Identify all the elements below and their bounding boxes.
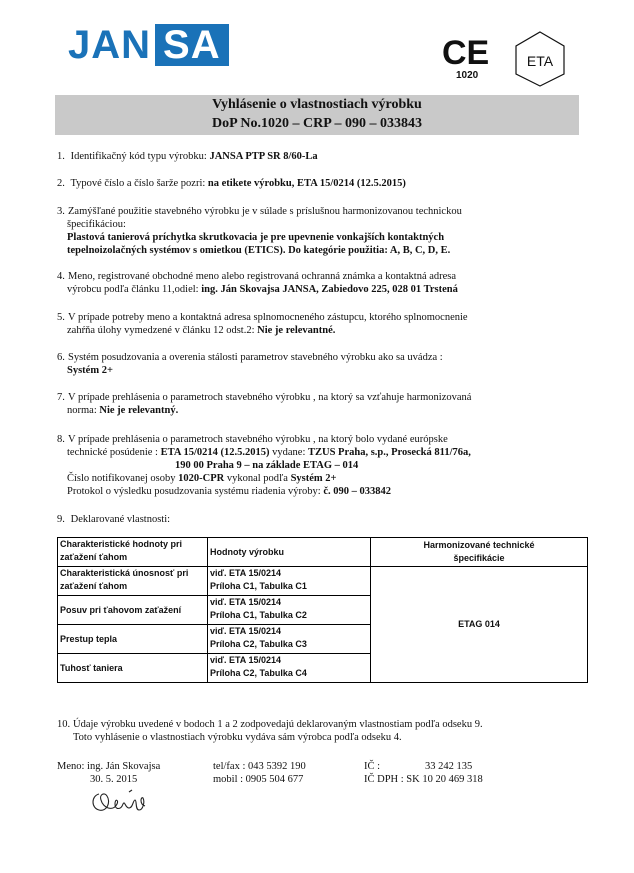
table-cell: Tuhosť taniera bbox=[58, 654, 208, 683]
table-cell bbox=[208, 625, 371, 654]
vat-id: IČ DPH : SK 10 20 469 318 bbox=[364, 774, 483, 785]
section-9 bbox=[57, 513, 597, 526]
section-line: Plastová tanierová príchytka skrutkovacia je pre upevnenie vonkajších kontaktných bbox=[67, 232, 445, 243]
section-line: Systém posudzovania a overenia stálosti parametrov stavebného výrobku ako sa uvádza : bbox=[68, 352, 443, 363]
batch-reference: na etikete výrobku, ETA 15/0214 (12.5.2015) bbox=[207, 178, 406, 189]
cell-line: viď. ETA 15/0214 bbox=[210, 568, 282, 578]
section-8 bbox=[57, 433, 597, 498]
section-number: 6. bbox=[57, 352, 65, 363]
cell-line: Príloha C2, Tabulka C4 bbox=[210, 668, 307, 678]
handwritten-signature bbox=[85, 782, 155, 822]
not-relevant-text: Nie je relevantný. bbox=[99, 405, 179, 416]
notified-body-id: 1020-CPR bbox=[178, 473, 225, 484]
table-cell bbox=[208, 567, 371, 596]
section-number: 10. bbox=[57, 719, 71, 730]
table-cell: Posuv pri ťahovom zaťažení bbox=[58, 596, 208, 625]
issuer-address: TZUS Praha, s.p., Prosecká 811/76a, bbox=[308, 447, 471, 458]
section-line: vykonal podľa bbox=[224, 473, 291, 484]
section-6 bbox=[57, 351, 597, 377]
title-box bbox=[55, 95, 579, 135]
declared-properties-table bbox=[57, 537, 588, 683]
section-3 bbox=[57, 205, 597, 257]
system-text: Systém 2+ bbox=[290, 473, 337, 484]
section-line: špecifikáciou: bbox=[67, 219, 126, 230]
section-line: výrobcu podľa článku 11,odiel: bbox=[67, 284, 202, 295]
cell-line: viď. ETA 15/0214 bbox=[210, 655, 282, 665]
section-text: Typové číslo a číslo šarže pozri: bbox=[70, 178, 208, 189]
sign-date: 30. 5. 2015 bbox=[90, 774, 138, 785]
section-4 bbox=[57, 270, 597, 296]
section-number: 7. bbox=[57, 392, 65, 403]
section-text: Deklarované vlastnosti: bbox=[70, 514, 171, 525]
section-number: 3. bbox=[57, 206, 65, 217]
table-cell: Prestup tepla bbox=[58, 625, 208, 654]
header-cell bbox=[371, 538, 588, 567]
cell-line: Príloha C1, Tabulka C1 bbox=[210, 581, 307, 591]
ico-value: 33 242 135 bbox=[425, 761, 473, 772]
mobile: mobil : 0905 504 677 bbox=[213, 774, 304, 785]
product-code: JANSA PTP SR 8/60-La bbox=[209, 151, 318, 162]
table-cell bbox=[208, 654, 371, 683]
title-line1: Vyhlásenie o vlastnostiach výrobku bbox=[212, 97, 422, 112]
cell-line: Príloha C1, Tabulka C2 bbox=[210, 610, 307, 620]
manufacturer-address: ing. Ján Skovajsa JANSA, Zabiedovo 225, 028 01 Trstená bbox=[201, 284, 458, 295]
section-1 bbox=[57, 150, 597, 163]
section-line: tepelnoizolačných systémov s omietkou (ETICS). Do kategórie použitia: A, B, C, D, E. bbox=[67, 245, 451, 256]
ico-label: IČ : bbox=[364, 761, 381, 772]
signatory-name: Meno: ing. Ján Skovajsa bbox=[57, 761, 161, 772]
section-line: Údaje výrobku uvedené v bodoch 1 a 2 zodpovedajú deklarovaným vlastnostiam podľa odseku 9. bbox=[73, 719, 483, 730]
header-cell: Hodnoty výrobku bbox=[208, 538, 371, 567]
header-cell-line: špecifikácie bbox=[453, 553, 505, 563]
ce-mark-text: CE bbox=[442, 34, 490, 72]
section-number: 5. bbox=[57, 312, 65, 323]
section-line: V prípade potreby meno a kontaktná adresa splnomocneného zástupcu, ktorého splnomocnenie bbox=[68, 312, 468, 323]
eta-mark-text: ETA bbox=[526, 53, 554, 69]
not-relevant-text: Nie je relevantné. bbox=[257, 325, 336, 336]
section-number: 9. bbox=[57, 514, 65, 525]
eta-reference: ETA 15/0214 (12.5.2015) bbox=[160, 447, 270, 458]
section-number: 2. bbox=[57, 178, 65, 189]
issuer-address-line2: 190 00 Praha 9 – na základe ETAG – 014 bbox=[175, 460, 359, 471]
section-number: 8. bbox=[57, 434, 65, 445]
table-cell: Charakteristická únosnosť pri zaťažení ťahom bbox=[58, 567, 208, 596]
section-10 bbox=[57, 718, 597, 744]
section-line: Číslo notifikovanej osoby bbox=[67, 473, 179, 484]
table-cell bbox=[208, 596, 371, 625]
header-cell-line: Harmonizované technické bbox=[423, 540, 535, 550]
jansa-logo bbox=[68, 24, 229, 66]
cell-line: viď. ETA 15/0214 bbox=[210, 597, 282, 607]
section-line: technické posúdenie : bbox=[67, 447, 161, 458]
section-line: V prípade prehlásenia o parametroch stavebného výrobku , na ktorý sa vzťahuje harmonizovaná bbox=[68, 392, 472, 403]
section-line: norma: bbox=[67, 405, 100, 416]
spec-cell: ETAG 014 bbox=[371, 567, 588, 683]
section-5 bbox=[57, 311, 597, 337]
table-row bbox=[58, 567, 588, 596]
section-line: Meno, registrované obchodné meno alebo registrovaná ochranná známka a kontaktná adresa bbox=[68, 271, 457, 282]
cell-line: viď. ETA 15/0214 bbox=[210, 626, 282, 636]
section-line: zahŕňa úlohy vymedzené v článku 12 odst.2: bbox=[67, 325, 258, 336]
section-line: Zamýšľané použitie stavebného výrobku je v súlade s príslušnou harmonizovanou technickou bbox=[68, 206, 462, 217]
header-cell: Charakteristické hodnoty pri zaťažení ťahom bbox=[58, 538, 208, 567]
system-text: Systém 2+ bbox=[67, 365, 113, 376]
title-line2: DoP No.1020 – CRP – 090 – 033843 bbox=[212, 116, 422, 131]
section-7 bbox=[57, 391, 597, 417]
section-2 bbox=[57, 177, 597, 190]
section-text: Identifikačný kód typu výrobku: bbox=[70, 151, 210, 162]
logo-left-text: JAN bbox=[68, 23, 152, 67]
cell-line: Príloha C2, Tabulka C3 bbox=[210, 639, 307, 649]
tel-fax: tel/fax : 043 5392 190 bbox=[213, 761, 306, 772]
logo-right-text: SA bbox=[155, 24, 229, 66]
section-number: 4. bbox=[57, 271, 65, 282]
notified-body-number: 1020 bbox=[456, 70, 479, 81]
section-line: vydane: bbox=[269, 447, 308, 458]
section-line: Toto vyhlásenie o vlastnostiach výrobku vydáva sám výrobca podľa odseku 4. bbox=[73, 732, 402, 743]
section-line: Protokol o výsledku posudzovania systému riadenia výroby: bbox=[67, 486, 324, 497]
section-number: 1. bbox=[57, 151, 65, 162]
protocol-number: č. 090 – 033842 bbox=[323, 486, 392, 497]
table-header-row bbox=[58, 538, 588, 567]
section-line: V prípade prehlásenia o parametroch stavebného výrobku , na ktorý bolo vydané európske bbox=[68, 434, 448, 445]
